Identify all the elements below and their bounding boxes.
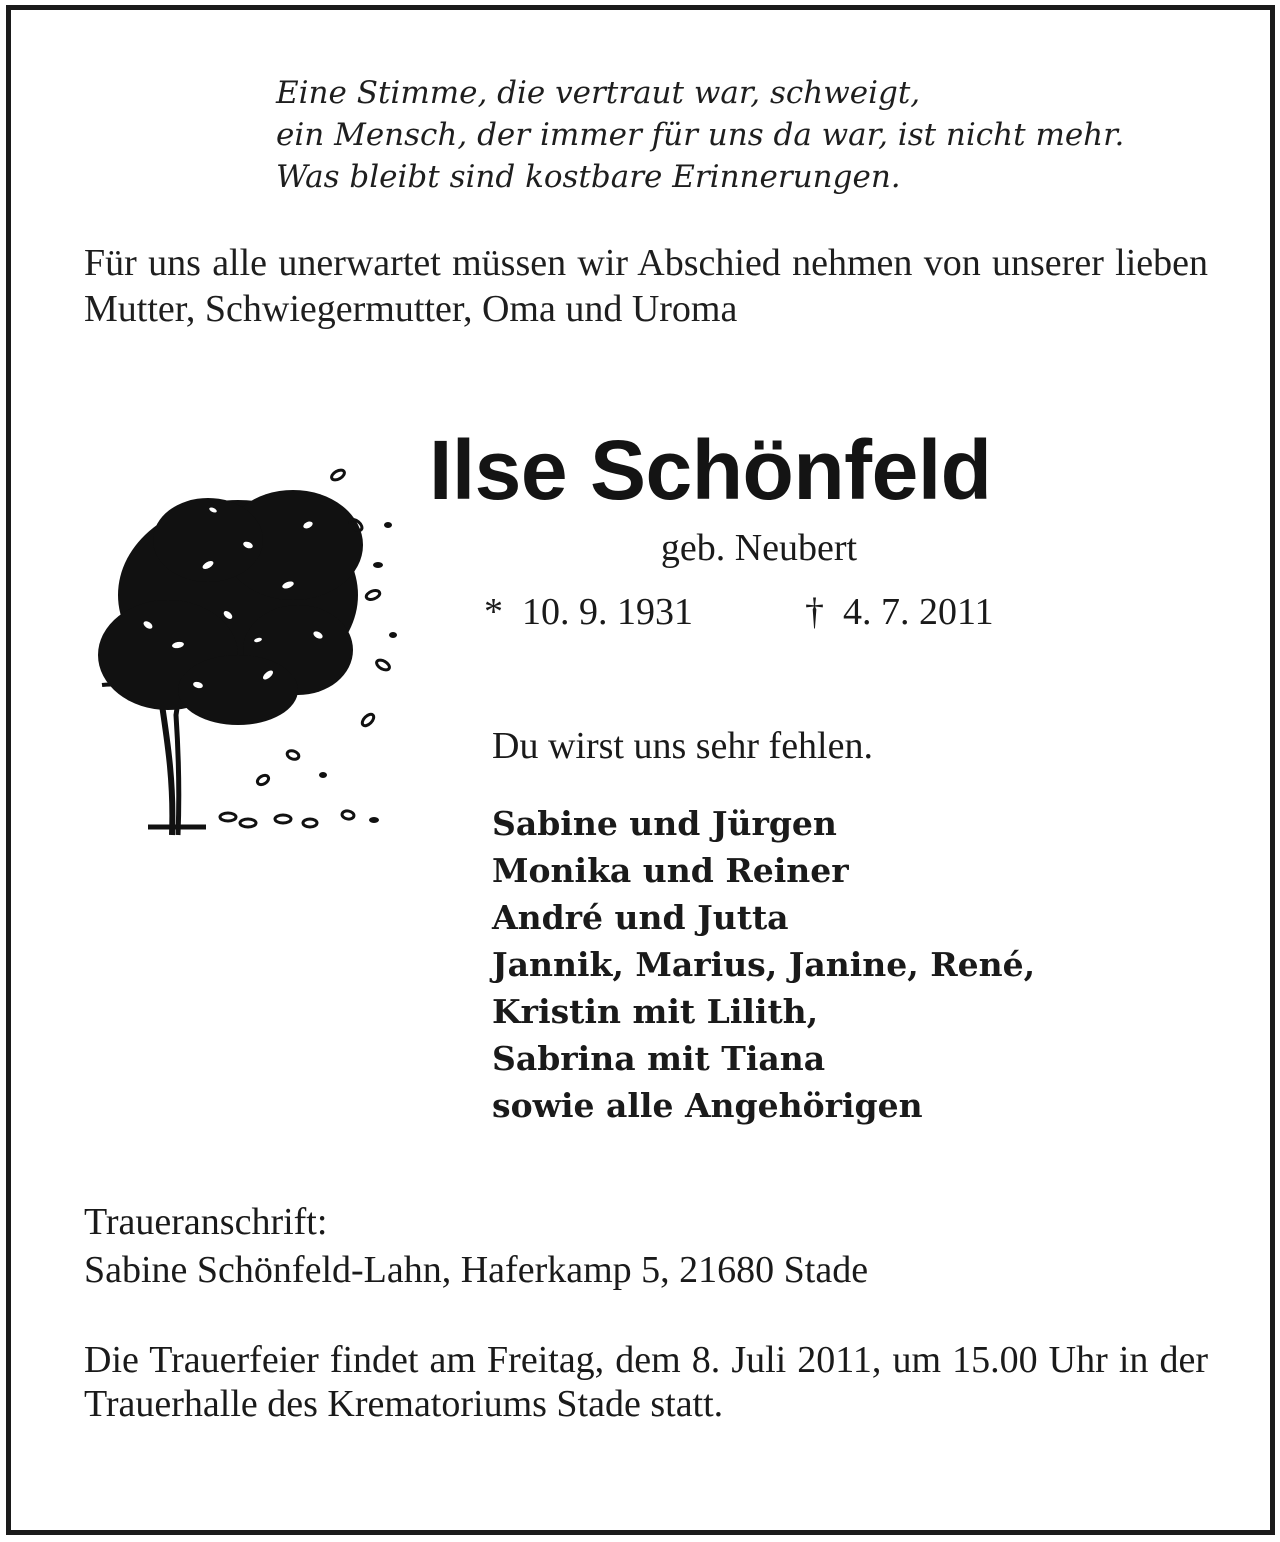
quote-line: Eine Stimme, die vertraut war, schweigt, [276,75,921,111]
address-value: Sabine Schönfeld-Lahn, Haferkamp 5, 21680 Stade [84,1249,869,1291]
mourner-line: Monika und Reiner [492,851,849,890]
service-details: Die Trauerfeier findet am Freitag, dem 8. Juli 2011, um 15.00 Uhr in der Trauerhalle des Krematoriums Stade statt. [84,1339,1208,1425]
birth-date-group [484,588,693,636]
mourner-line: Sabrina mit Tiana [492,1039,826,1078]
death-date: 4. 7. 2011 [843,591,994,633]
mourner-line: Kristin mit Lilith, [492,992,819,1031]
maiden-name: geb. Neubert [660,527,858,569]
deceased-name: Ilse Schönfeld [429,423,992,517]
death-symbol: † [805,591,824,633]
mourner-line: Sabine und Jürgen [492,804,837,843]
birth-symbol: * [484,591,503,633]
mourner-line: sowie alle Angehörigen [492,1086,923,1125]
quote-line: ein Mensch, der immer für uns da war, ist nicht mehr. [276,117,1125,153]
birth-date: 10. 9. 1931 [522,591,693,633]
memorial-quote [276,72,1124,198]
mourner-line: André und Jutta [492,898,789,937]
mourners-list [492,800,1035,1129]
intro-text: Für uns alle unerwartet müssen wir Abschied nehmen von unserer lieben Mutter, Schwiegermutter, Oma und Uroma [84,242,1208,330]
farewell-line: Du wirst uns sehr fehlen. [492,725,873,767]
quote-line: Was bleibt sind kostbare Erinnerungen. [276,159,901,195]
address-label: Traueranschrift: [84,1201,328,1243]
mourning-address [84,1198,868,1294]
mourner-line: Jannik, Marius, Janine, René, [492,945,1036,984]
death-date-group [805,588,994,636]
windblown-tree-icon [88,455,408,840]
